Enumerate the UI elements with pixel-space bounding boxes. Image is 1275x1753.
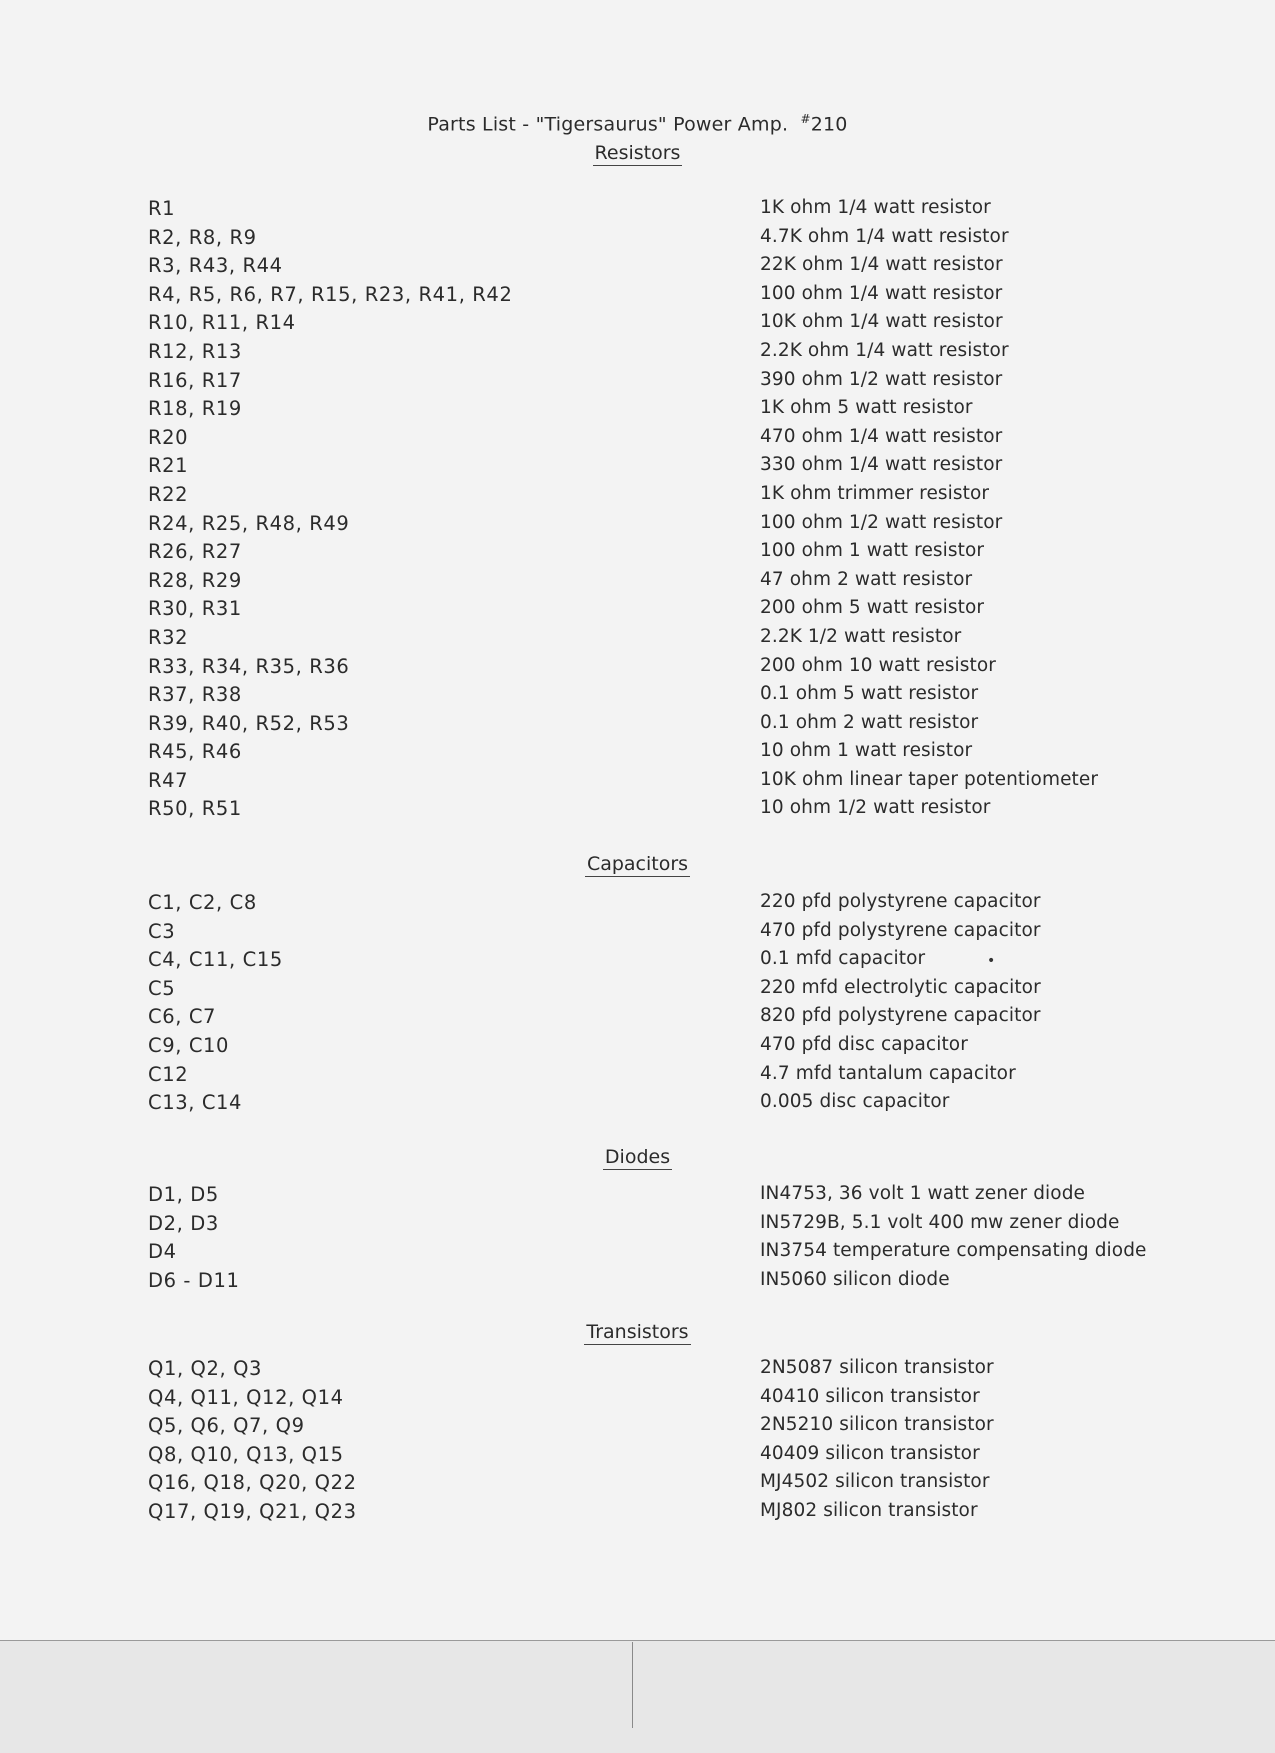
part-desc: 40409 silicon transistor: [760, 1442, 980, 1464]
list-item: [0, 655, 1275, 684]
part-ref: R39, R40, R52, R53: [148, 711, 350, 735]
list-item: [0, 1414, 1275, 1443]
part-ref: C5: [148, 976, 176, 1000]
title-number: [794, 112, 847, 135]
document-title: [0, 112, 1275, 135]
list-item: [0, 454, 1275, 483]
list-item: [0, 597, 1275, 626]
list-item: [0, 426, 1275, 455]
list-item: [0, 569, 1275, 598]
part-ref: R22: [148, 482, 189, 506]
part-desc: 10K ohm linear taper potentiometer: [760, 768, 1099, 790]
part-ref: Q16, Q18, Q20, Q22: [148, 1471, 357, 1495]
part-desc: 10 ohm 1/2 watt resistor: [760, 797, 991, 819]
section-heading-diodes: Diodes: [604, 1146, 671, 1168]
part-ref: R50, R51: [148, 797, 242, 821]
part-desc: 0.1 ohm 5 watt resistor: [760, 683, 979, 705]
part-desc: MJ802 silicon transistor: [760, 1499, 978, 1521]
part-ref: R3, R43, R44: [148, 254, 283, 278]
list-item: [0, 1471, 1275, 1500]
list-item: [0, 920, 1275, 949]
part-desc: 22K ohm 1/4 watt resistor: [760, 254, 1003, 276]
part-ref: D6 - D11: [148, 1268, 240, 1292]
part-desc: IN5729B, 5.1 volt 400 mw zener diode: [760, 1211, 1120, 1233]
part-ref: C13, C14: [148, 1091, 243, 1115]
list-item: [0, 369, 1275, 398]
list-item: [0, 1005, 1275, 1034]
list-item: [0, 1386, 1275, 1415]
part-desc: 470 pfd polystyrene capacitor: [760, 919, 1041, 941]
part-desc: 1K ohm 1/4 watt resistor: [760, 197, 991, 218]
list-item: [0, 1240, 1275, 1269]
part-ref: D1, D5: [148, 1183, 219, 1206]
part-ref: R37, R38: [148, 683, 242, 707]
list-item: [0, 254, 1275, 283]
part-ref: C9, C10: [148, 1033, 230, 1057]
part-ref: R16, R17: [148, 368, 242, 392]
part-ref: R47: [148, 768, 189, 792]
part-ref: R1: [148, 197, 176, 220]
page-background-bottom: [0, 1641, 1275, 1753]
part-desc: 1K ohm trimmer resistor: [760, 482, 990, 504]
part-desc: 47 ohm 2 watt resistor: [760, 568, 973, 590]
part-ref: R45, R46: [148, 740, 242, 764]
part-desc: 4.7 mfd tantalum capacitor: [760, 1062, 1016, 1084]
part-ref: R28, R29: [148, 568, 242, 592]
list-item: [0, 540, 1275, 569]
part-desc: 220 mfd electrolytic capacitor: [760, 976, 1041, 998]
part-desc: 0.1 ohm 2 watt resistor: [760, 711, 979, 733]
part-ref: R24, R25, R48, R49: [148, 511, 350, 535]
capacitors-list: [0, 891, 1275, 1120]
part-ref: C1, C2, C8: [148, 891, 257, 914]
part-ref: C3: [148, 919, 176, 943]
part-ref: R2, R8, R9: [148, 225, 257, 249]
part-desc: 100 ohm 1/4 watt resistor: [760, 282, 1003, 304]
part-ref: R10, R11, R14: [148, 311, 296, 335]
section-heading-transistors: Transistors: [586, 1321, 689, 1343]
part-desc: 470 ohm 1/4 watt resistor: [760, 425, 1003, 447]
part-desc: 200 ohm 5 watt resistor: [760, 597, 985, 619]
part-desc: IN4753, 36 volt 1 watt zener diode: [760, 1183, 1086, 1204]
list-item: [0, 948, 1275, 977]
part-desc: 4.7K ohm 1/4 watt resistor: [760, 225, 1009, 247]
list-item: [0, 683, 1275, 712]
part-desc: 330 ohm 1/4 watt resistor: [760, 454, 1003, 476]
resistors-list: [0, 197, 1275, 826]
part-desc: 2.2K ohm 1/4 watt resistor: [760, 339, 1009, 361]
part-ref: Q1, Q2, Q3: [148, 1357, 263, 1380]
part-desc: 820 pfd polystyrene capacitor: [760, 1005, 1041, 1027]
list-item: [0, 1443, 1275, 1472]
part-desc: IN5060 silicon diode: [760, 1268, 950, 1290]
part-ref: R30, R31: [148, 597, 242, 621]
part-desc: 10K ohm 1/4 watt resistor: [760, 311, 1003, 333]
list-item: [0, 311, 1275, 340]
part-ref: R12, R13: [148, 339, 242, 363]
part-ref: R4, R5, R6, R7, R15, R23, R41, R42: [148, 282, 513, 306]
list-item: [0, 1500, 1275, 1529]
part-desc: 10 ohm 1 watt resistor: [760, 740, 973, 762]
part-desc: 0.005 disc capacitor: [760, 1091, 950, 1113]
transistors-list: [0, 1357, 1275, 1529]
part-ref: C4, C11, C15: [148, 948, 283, 972]
part-desc: MJ4502 silicon transistor: [760, 1471, 990, 1493]
list-item: [0, 891, 1275, 920]
list-item: [0, 712, 1275, 741]
diodes-list: [0, 1183, 1275, 1297]
part-ref: R18, R19: [148, 397, 242, 421]
title-number-prefix: #: [800, 112, 811, 126]
stray-mark: •: [987, 953, 996, 969]
part-desc: 470 pfd disc capacitor: [760, 1033, 968, 1055]
list-item: [0, 1091, 1275, 1120]
list-item: [0, 1063, 1275, 1092]
section-heading-resistors: Resistors: [594, 142, 681, 164]
list-item: [0, 483, 1275, 512]
part-desc: 0.1 mfd capacitor: [760, 948, 926, 970]
part-ref: Q4, Q11, Q12, Q14: [148, 1385, 344, 1409]
part-desc: 100 ohm 1/2 watt resistor: [760, 511, 1003, 533]
list-item: [0, 283, 1275, 312]
list-item: [0, 397, 1275, 426]
part-ref: R33, R34, R35, R36: [148, 654, 350, 678]
title-text: Parts List - "Tigersaurus" Power Amp.: [427, 113, 789, 136]
part-ref: R32: [148, 625, 189, 649]
part-desc: 390 ohm 1/2 watt resistor: [760, 368, 1003, 390]
fold-line: [632, 1642, 633, 1728]
part-ref: Q17, Q19, Q21, Q23: [148, 1499, 357, 1523]
part-desc: 2.2K 1/2 watt resistor: [760, 625, 962, 647]
list-item: [0, 1269, 1275, 1298]
part-ref: R20: [148, 425, 189, 449]
list-item: [0, 340, 1275, 369]
part-desc: 2N5210 silicon transistor: [760, 1414, 994, 1436]
part-ref: D2, D3: [148, 1211, 219, 1235]
list-item: [0, 197, 1275, 226]
list-item: [0, 626, 1275, 655]
list-item: [0, 226, 1275, 255]
part-ref: D4: [148, 1240, 177, 1264]
part-desc: 200 ohm 10 watt resistor: [760, 654, 996, 676]
part-desc: 1K ohm 5 watt resistor: [760, 397, 973, 419]
part-desc: 40410 silicon transistor: [760, 1385, 980, 1407]
part-desc: 2N5087 silicon transistor: [760, 1357, 994, 1378]
part-ref: Q5, Q6, Q7, Q9: [148, 1414, 305, 1438]
list-item: [0, 740, 1275, 769]
list-item: [0, 1034, 1275, 1063]
part-desc: 100 ohm 1 watt resistor: [760, 540, 985, 562]
part-desc: IN3754 temperature compensating diode: [760, 1240, 1147, 1262]
list-item: [0, 977, 1275, 1006]
list-item: [0, 797, 1275, 826]
part-ref: R26, R27: [148, 540, 242, 564]
list-item: [0, 512, 1275, 541]
title-number-value: 210: [810, 113, 848, 136]
list-item: [0, 1183, 1275, 1212]
list-item: [0, 769, 1275, 798]
part-ref: Q8, Q10, Q13, Q15: [148, 1442, 344, 1466]
section-heading-capacitors: Capacitors: [586, 853, 689, 875]
part-ref: R21: [148, 454, 189, 478]
list-item: [0, 1357, 1275, 1386]
list-item: [0, 1212, 1275, 1241]
part-ref: C6, C7: [148, 1005, 217, 1029]
part-desc: 220 pfd polystyrene capacitor: [760, 891, 1041, 912]
part-ref: C12: [148, 1062, 189, 1086]
